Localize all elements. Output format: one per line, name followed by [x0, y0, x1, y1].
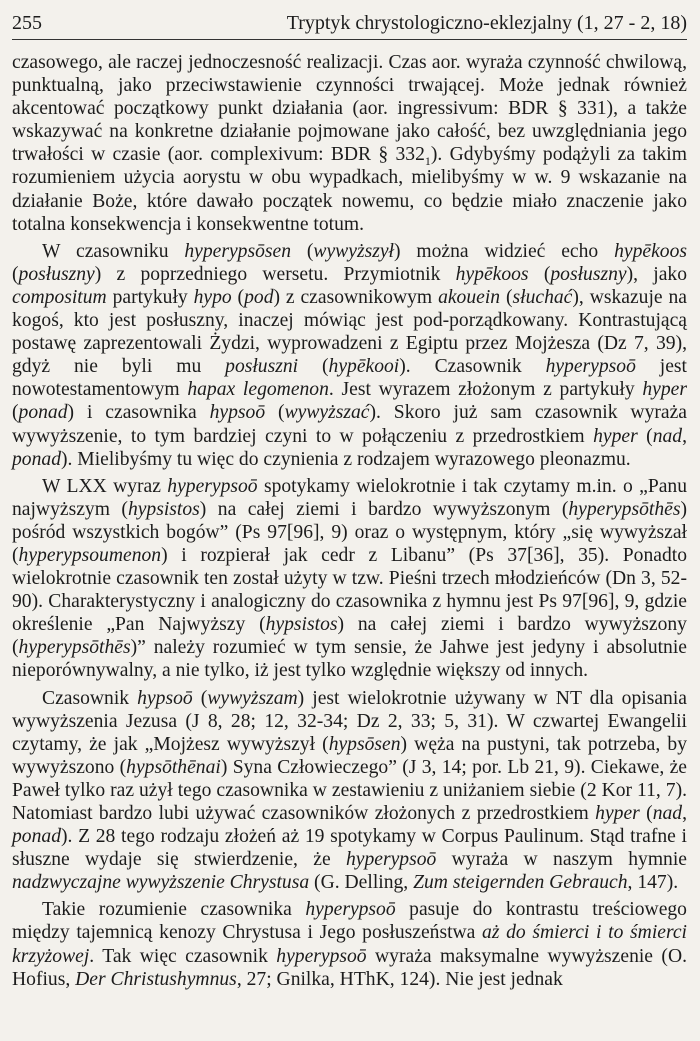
italic-term: posłuszny	[18, 263, 95, 285]
italic-term: Zum steigernden Gebrauch	[413, 872, 628, 894]
text-run: czasowego, ale raczej jednoczesność realizacji. Czas aor. wyraża czynność chwilową, punktualną, jako przeciwstawienie czynności trwającej. Może jednak również akcentować początkowy punkt działania (aor. ingressivum: BDR § 331), a także wskazywać na konkretne działanie pojmowane jako całość, bez uwzględniania jego trwałości w czasie (aor. complexivum: BDR § 332	[12, 52, 687, 166]
italic-term: hyperypsoumenon	[18, 544, 162, 566]
text-run: ) można widzieć echo	[393, 240, 615, 262]
text-run: ). Skoro już sam czasownik wyraża wywyższenie, to tym bardziej czyni to w połączeniu z przedrostkiem	[12, 402, 687, 447]
page-number: 255	[12, 12, 42, 34]
italic-term: hyper	[593, 425, 638, 447]
text-run: Czasownik	[42, 687, 138, 709]
italic-term: hyperypsoō	[545, 356, 636, 378]
italic-term: wywyższył	[313, 240, 394, 262]
text-run: ) na całej ziemi i bardzo wywyższony (	[12, 614, 687, 659]
text-run: ) i rozpierał jak cedr z Libanu” (Ps 37[36], 35). Ponadto wielokrotnie czasownik ten został użyty w tzw. Pieśni trzech młodzieńców (Dn 3, 52-90). Charakterystyczny i analogiczny do czasownika z hymnu jest Ps 97[96], 9, gdzie określenie „Pan Najwyższy (	[12, 544, 687, 636]
italic-term: akouein	[438, 286, 501, 308]
subscript: 1	[424, 154, 431, 169]
paragraph	[12, 51, 687, 236]
italic-term: ponad	[18, 402, 68, 424]
italic-term: nadzwyczajne wywyższenie Chrystusa	[12, 872, 310, 894]
text-run: ) pośród wszystkich bogów” (Ps 97[96], 9) oraz o występnym, który „się wywyższał (	[12, 498, 687, 566]
text-run: , 27; Gnilka, HThK, 124). Nie jest jednak	[236, 968, 563, 990]
text-run: ,	[682, 803, 687, 824]
italic-term: hyper	[642, 379, 687, 401]
text-run: spotykamy wielokrotnie i tak czytamy m.in. o „Panu najwyższym (	[12, 475, 688, 520]
italic-term: hypēkooi	[328, 356, 400, 378]
running-title: Tryptyk chrystologiczno-eklezjalny (1, 27 - 2, 18)	[286, 12, 687, 34]
text-run: (	[231, 286, 245, 308]
text-run: (	[500, 286, 513, 308]
italic-term: posłuszny	[550, 263, 627, 285]
text-run: wyraża w naszym hymnie	[436, 849, 687, 871]
paragraph	[12, 475, 687, 683]
text-run: ). Z 28 tego rodzaju złożeń aż 19 spotykamy w Corpus Paulinum. Stąd trafne i słuszne wydaje się stwierdzenie, że	[12, 826, 687, 871]
italic-term: hypēkoos	[455, 263, 529, 285]
running-header	[12, 0, 687, 40]
italic-term: słuchać	[512, 286, 573, 308]
text-run: ). Czasownik	[399, 356, 546, 378]
italic-term: hypsoō	[209, 402, 266, 424]
text-run: (	[265, 402, 285, 424]
text-run: (	[291, 240, 314, 262]
italic-term: hyper	[595, 803, 640, 824]
text-run: wyraża maksymalne wywyższenie (O. Hofius,	[12, 945, 687, 990]
text-run: ). Mielibyśmy tu więc do czynienia z rodzajem wyrazowego pleonazmu.	[60, 448, 631, 470]
italic-term: hypēkoos	[614, 240, 687, 262]
text-run: ), wskazuje na kogoś, kto jest posłuszny, inaczej mówiąc jest pod-porządkowany. Kontrastującą postawę zaprezentowali Żydzi, wyprowadzeni z Egiptu przez Mojżesza (Dz 7, 39), gdyż nie byli mu	[12, 286, 687, 378]
text-run: W LXX wyraz	[42, 475, 168, 497]
text-run: . Tak więc czasownik	[89, 945, 277, 967]
italic-term: hypsistos	[127, 498, 200, 520]
text-run: ) Syna Człowieczego” (J 3, 14; por. Lb 21, 9). Ciekawe, że Paweł tylko raz użył tego czasownika w zestawieniu z uniżaniem siebie (2 Kor 11, 7). Natomiast bardzo lubi używać czasowników złożonych z przedrostkiem	[12, 756, 687, 824]
text-run: , 147).	[627, 872, 679, 894]
italic-term: Der Christushymnus	[75, 968, 237, 990]
text-run: (	[637, 425, 653, 447]
italic-term: nad	[652, 803, 683, 824]
italic-term: compositum	[12, 286, 107, 308]
italic-term: nad	[652, 425, 683, 447]
text-run: ) węża na pustyni, tak potrzeba, by wywyższono (	[12, 733, 687, 778]
italic-term: hypsistos	[265, 614, 338, 636]
text-run: (	[298, 356, 329, 378]
text-run: (	[12, 402, 19, 424]
text-run: ) i czasownika	[67, 402, 210, 424]
italic-term: ponad	[12, 448, 61, 470]
italic-term: posłuszni	[225, 356, 299, 378]
text-run: W czasowniku	[42, 240, 185, 262]
text-run: ) jest wielokrotnie używany w NT dla opisania wywyższenia Jezusa (J 8, 28; 12, 32-34; Dz 2, 33; 5, 31). W czwartej Ewangelii czytamy, że jak „Mojżesz wywyższył (	[12, 687, 687, 755]
italic-term: hyperypsoō	[276, 945, 367, 967]
text-run: jest nowotestamentowym	[12, 356, 687, 401]
text-run: ). Gdybyśmy podążyli za takim rozumieniem użycia aorystu w obu wypadkach, mielibyśmy w w. 9 wskazanie na działanie Boże, które dawało początek nowemu, co będzie miało znaczenie jako totalna konsekwencja i konsekwentne totum.	[12, 144, 687, 235]
italic-term: hyperypsoō	[346, 849, 437, 871]
italic-term: aż do śmierci i to śmierci krzyżowej	[12, 922, 687, 967]
paragraph	[12, 898, 687, 990]
text-run: (	[528, 263, 551, 285]
italic-term: hypsōsen	[328, 733, 401, 755]
italic-term: wywyższam	[207, 687, 298, 709]
text-run: . Jest wyrazem złożonym z partykuły	[328, 379, 643, 401]
italic-term: wywyższać	[284, 402, 370, 424]
text-run: ), jako	[626, 263, 688, 285]
text-run: ) z czasownikowym	[273, 286, 439, 308]
italic-term: pod	[244, 286, 274, 308]
italic-term: hypsōthēnai	[126, 756, 221, 778]
italic-term: hyperypsōthēs	[18, 637, 131, 659]
text-run: ) na całej ziemi i bardzo wywyższonym (	[199, 498, 569, 520]
italic-term: hypsoō	[137, 687, 193, 709]
text-run: partykuły	[106, 286, 194, 308]
text-run: )” należy rozumieć w tym sensie, że Jahwe jest jedyny i absolutnie nieporównywalny, a nie tylko, iż jest tylko względnie większy od innych.	[12, 637, 687, 682]
text-run: ,	[682, 425, 687, 447]
text-run: pasuje do kontrastu treściowego między tajemnicą kenozy Chrystusa i Jego posłuszeństwa	[12, 899, 687, 944]
paragraph	[12, 240, 687, 471]
text-run: Takie rozumienie czasownika	[42, 899, 306, 921]
text-run: (	[12, 263, 19, 285]
text-run: (	[639, 803, 653, 824]
italic-term: hyperypsōthēs	[568, 498, 681, 520]
text-run: (	[192, 687, 208, 709]
body-text	[12, 40, 687, 991]
paragraph	[12, 687, 687, 895]
italic-term: hyperypsoō	[167, 475, 258, 497]
italic-term: hyperypsōsen	[184, 240, 292, 262]
italic-term: hapax legomenon	[187, 379, 329, 401]
italic-term: hypo	[193, 286, 232, 308]
text-run: (G. Delling,	[309, 872, 414, 894]
italic-term: ponad	[12, 826, 61, 848]
italic-term: hyperypsoō	[305, 899, 396, 921]
text-run: ) z poprzedniego wersetu. Przymiotnik	[94, 263, 456, 285]
